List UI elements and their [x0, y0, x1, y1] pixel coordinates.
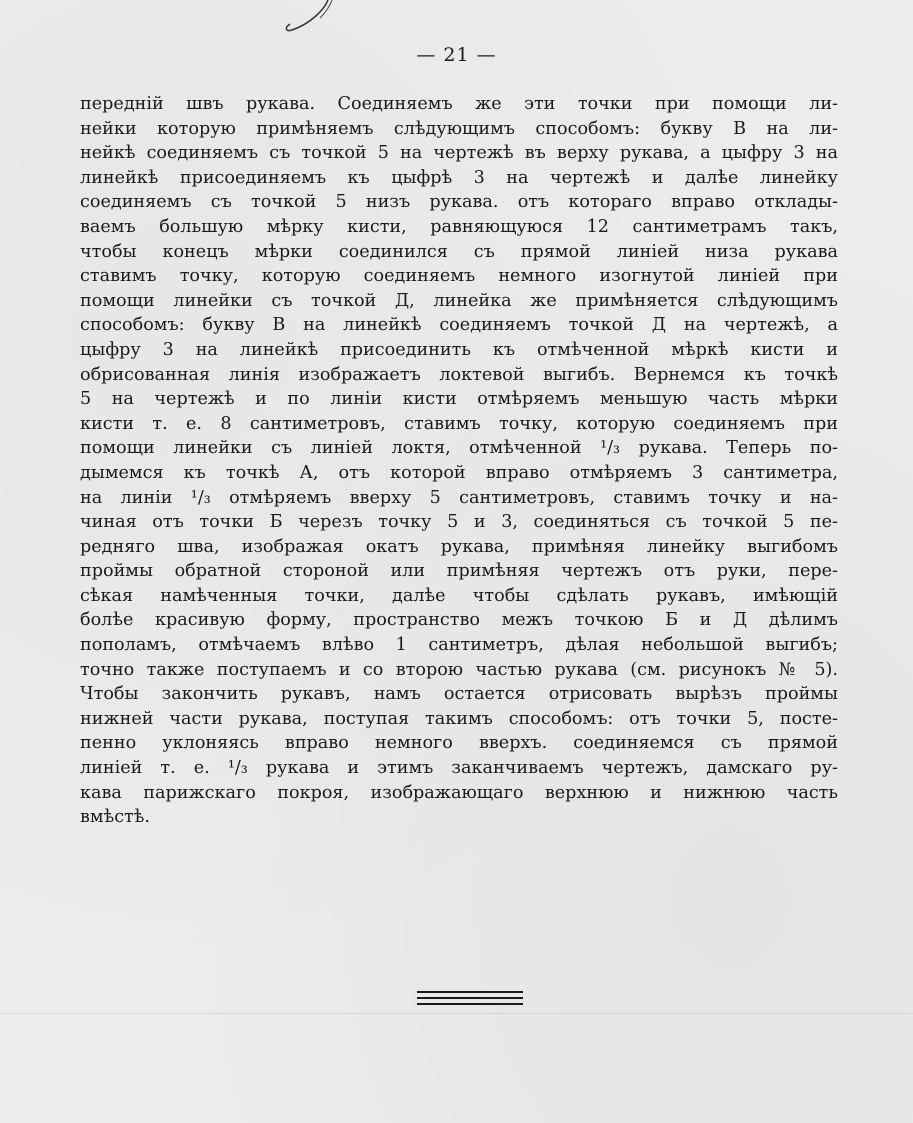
text-line: передній швъ рукава. Соединяемъ же эти точки при помощи ли- [80, 94, 838, 114]
text-line: нейкѣ соединяемъ съ точкой 5 на чертежѣ въ верху рукава, а цыфру 3 на [80, 143, 838, 164]
text-line: ваемъ большую мѣрку кисти, равняющуюся 12 сантиметрамъ такъ, [80, 216, 838, 237]
text-line: цыфру 3 на линейкѣ присоединить къ отмѣченной мѣркѣ кисти и [80, 339, 838, 360]
page-number: — 21 — [416, 44, 497, 66]
text-line: обрисованная линія изображаетъ локтевой выгибъ. Вернемся къ точкѣ [80, 364, 838, 385]
text-line: пенно уклоняясь вправо немного вверхъ. соединяемся съ прямой [80, 733, 838, 754]
text-line: чтобы конецъ мѣрки соединился съ прямой линіей низа рукава [80, 241, 838, 262]
text-line: чиная отъ точки Б черезъ точку 5 и 3, соединяться съ точкой 5 пе- [80, 512, 838, 533]
text-line: нижней части рукава, поступая такимъ способомъ: отъ точки 5, посте- [80, 708, 838, 729]
text-line: сѣкая намѣченныя точки, далѣе чтобы сдѣлать рукавъ, имѣющій [80, 585, 838, 606]
text-line: пополамъ, отмѣчаемъ влѣво 1 сантиметръ, дѣлая небольшой выгибъ; [80, 635, 838, 656]
text-line: проймы обратной стороной или примѣняя чертежъ отъ руки, пере- [80, 561, 838, 582]
text-line: точно также поступаемъ и со второю частью рукава (см. рисунокъ № 5). [80, 659, 838, 680]
text-line: помощи линейки съ линіей локтя, отмѣченной ¹/₃ рукава. Теперь по- [80, 438, 838, 459]
text-line: Чтобы закончить рукавъ, намъ остается отрисовать вырѣзъ проймы [80, 684, 838, 705]
text-line: способомъ: букву В на линейкѣ соединяемъ точкой Д на чертежѣ, а [80, 315, 838, 336]
text-line: помощи линейки съ точкой Д, линейка же примѣняется слѣдующимъ [80, 290, 838, 311]
text-line: соединяемъ съ точкой 5 низъ рукава. отъ котораго вправо отклады- [80, 192, 838, 213]
text-line: 5 на чертежѣ и по линіи кисти отмѣряемъ меньшую часть мѣрки [80, 389, 838, 410]
text-line: кава парижскаго покроя, изображающаго верхнюю и нижнюю часть [80, 782, 838, 803]
text-line: вмѣстѣ. [80, 807, 150, 828]
text-line: ставимъ точку, которую соединяемъ немного изогнутой линіей при [80, 266, 838, 287]
text-line: на линіи ¹/₃ отмѣряемъ вверху 5 сантиметровъ, ставимъ точку и на- [80, 487, 838, 508]
double-rule-ornament [417, 991, 523, 1009]
body-text [80, 92, 838, 830]
text-line: болѣе красивую форму, пространство межъ точкою Б и Д дѣлимъ [80, 610, 838, 631]
pen-mark-decoration [280, 0, 340, 40]
ornament-rule-top [417, 991, 523, 993]
text-line: кисти т. е. 8 сантиметровъ, ставимъ точку, которую соединяемъ при [80, 413, 838, 434]
ornament-rule-middle [417, 997, 523, 999]
text-line: редняго шва, изображая окатъ рукава, примѣняя линейку выгибомъ [80, 536, 838, 557]
text-line: дымемся къ точкѣ А, отъ которой вправо отмѣряемъ 3 сантиметра, [80, 462, 838, 483]
text-line: линіей т. е. ¹/₃ рукава и этимъ заканчиваемъ чертежъ, дамскаго ру- [80, 758, 838, 779]
text-line: линейкѣ присоединяемъ къ цыфрѣ 3 на чертежѣ и далѣе линейку [80, 167, 838, 188]
paper-crease [0, 1012, 913, 1015]
text-line: нейки которую примѣняемъ слѣдующимъ способомъ: букву В на ли- [80, 118, 838, 139]
ornament-rule-bottom [417, 1003, 523, 1005]
